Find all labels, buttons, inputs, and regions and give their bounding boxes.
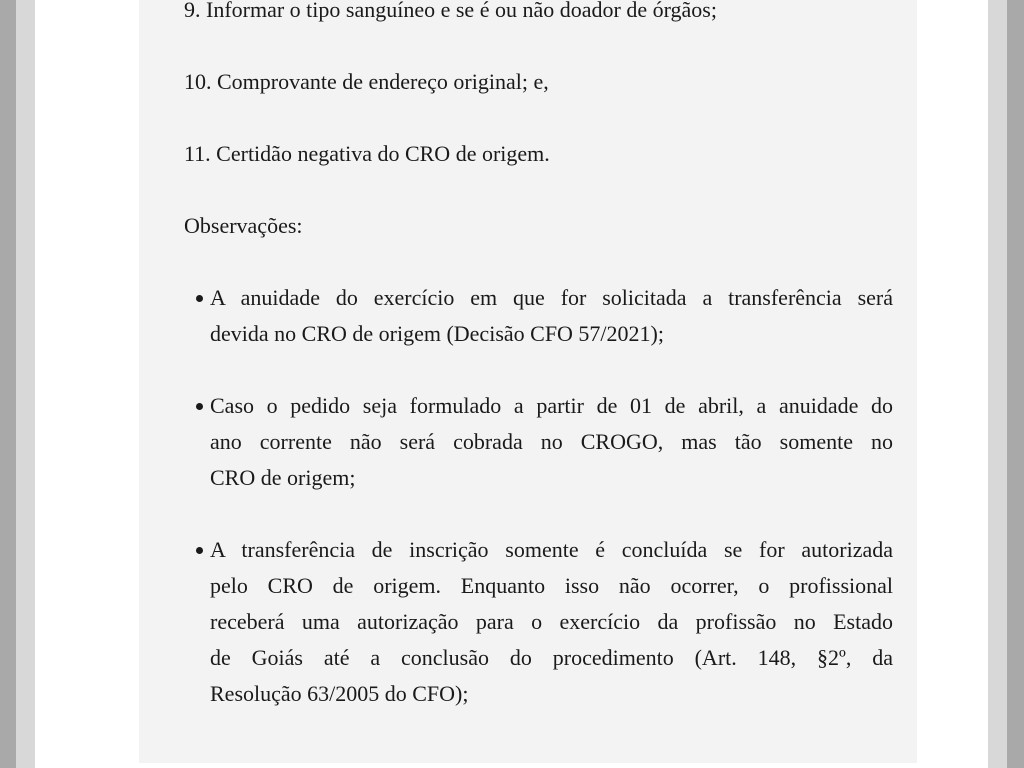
bullet-line: devida no CRO de origem (Decisão CFO 57/2021); — [210, 321, 664, 346]
bullet-item-2 — [184, 388, 893, 496]
bullet-dot — [196, 295, 203, 302]
bullet-line: Caso o pedido seja formulado a partir de 01 de abril, a anuidade do — [210, 393, 893, 418]
bullet-line: A anuidade do exercício em que for solicitada a transferência será — [210, 285, 893, 310]
right-outer-edge-band — [1007, 0, 1024, 768]
observations-heading: Observações: — [184, 213, 303, 238]
left-outer-edge-band — [0, 0, 16, 768]
document-text-column — [184, 0, 893, 712]
bullet-line: Resolução 63/2005 do CFO); — [210, 681, 469, 706]
bullet-dot — [196, 547, 203, 554]
bullet-item-1 — [184, 280, 893, 352]
bullet-line: pelo CRO de origem. Enquanto isso não ocorrer, o profissional — [210, 573, 893, 598]
left-inner-edge-band — [16, 0, 35, 768]
bullet-item-3 — [184, 532, 893, 712]
numbered-item-11: 11. Certidão negativa do CRO de origem. — [184, 141, 550, 166]
document-content-panel — [139, 0, 917, 763]
bullet-line: ano corrente não será cobrada no CROGO, mas tão somente no — [210, 429, 893, 454]
right-inner-edge-band — [988, 0, 1007, 768]
bullet-line: receberá uma autorização para o exercício da profissão no Estado — [210, 609, 893, 634]
bullet-line: de Goiás até a conclusão do procedimento (Art. 148, §2º, da — [210, 645, 893, 670]
bullet-line: A transferência de inscrição somente é concluída se for autorizada — [210, 537, 893, 562]
numbered-item-9: 9. Informar o tipo sanguíneo e se é ou não doador de órgãos; — [184, 0, 717, 22]
bullet-line: CRO de origem; — [210, 465, 356, 490]
numbered-item-10: 10. Comprovante de endereço original; e, — [184, 69, 549, 94]
bullet-dot — [196, 403, 203, 410]
